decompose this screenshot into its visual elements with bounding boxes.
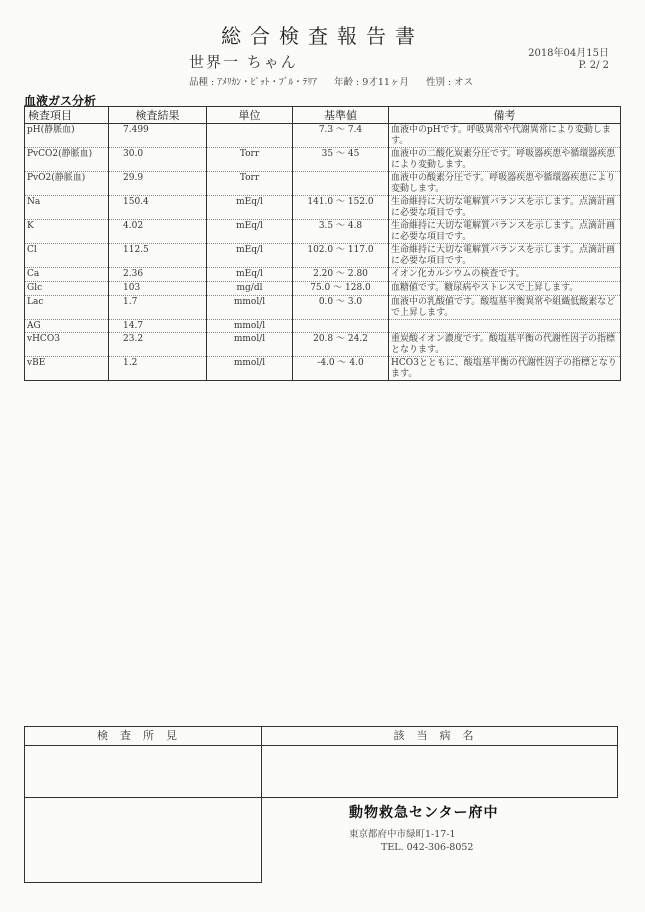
header-note: 備考 (389, 107, 621, 124)
row-unit: mmol/l (207, 357, 293, 381)
row-result: 150.4 (109, 196, 207, 220)
table-row (25, 196, 621, 220)
row-item: AG (25, 320, 109, 333)
table-row (25, 244, 621, 268)
clinic-tel: TEL. 042-306-8052 (381, 842, 474, 853)
row-unit: mEq/l (207, 268, 293, 282)
findings-box-extension (24, 796, 262, 883)
row-result: 112.5 (109, 244, 207, 268)
row-note: 血液中の二酸化炭素分圧です。呼吸器疾患や循環器疾患により変動します。 (389, 148, 621, 172)
patient-meta (189, 74, 487, 88)
section-title: 血液ガス分析 (24, 94, 97, 108)
row-item: vHCO3 (25, 333, 109, 357)
header-item: 検査項目 (25, 107, 109, 124)
diagnosis-label: 該当病名 (262, 727, 617, 746)
row-item: Lac (25, 296, 109, 320)
row-range: 141.0 〜 152.0 (293, 196, 389, 220)
row-range: -4.0 〜 4.0 (293, 357, 389, 381)
report-date: 2018年04月15日 (528, 48, 609, 59)
row-item: Cl (25, 244, 109, 268)
findings-label: 検査所見 (25, 727, 261, 746)
table-header-row (25, 107, 621, 124)
row-result: 103 (109, 282, 207, 296)
row-unit: mmol/l (207, 296, 293, 320)
page-number: P. 2/ 2 (578, 60, 609, 71)
row-item: Glc (25, 282, 109, 296)
row-result: 14.7 (109, 320, 207, 333)
table-row (25, 268, 621, 282)
row-unit: Torr (207, 172, 293, 196)
row-range (293, 320, 389, 333)
row-unit: mEq/l (207, 196, 293, 220)
row-note: 血糖値です。糖尿病やストレスで上昇します。 (389, 282, 621, 296)
row-result: 23.2 (109, 333, 207, 357)
row-unit: mg/dl (207, 282, 293, 296)
row-range: 2.20 〜 2.80 (293, 268, 389, 282)
row-result: 29.9 (109, 172, 207, 196)
row-result: 7.499 (109, 124, 207, 148)
table-row (25, 282, 621, 296)
row-note: 重炭酸イオン濃度です。酸塩基平衡の代謝性因子の指標となります。 (389, 333, 621, 357)
table-row (25, 333, 621, 357)
row-item: K (25, 220, 109, 244)
row-unit: mEq/l (207, 220, 293, 244)
row-item: pH(静脈血) (25, 124, 109, 148)
row-range: 75.0 〜 128.0 (293, 282, 389, 296)
row-unit: mEq/l (207, 244, 293, 268)
row-unit: mmol/l (207, 333, 293, 357)
clinic-name: 動物救急センター府中 (349, 805, 499, 821)
row-note: 生命維持に大切な電解質バランスを示します。点滴計画に必要な項目です。 (389, 220, 621, 244)
row-note: 生命維持に大切な電解質バランスを示します。点滴計画に必要な項目です。 (389, 244, 621, 268)
row-note: 血液中の酸素分圧です。呼吸器疾患や循環器疾患により変動します。 (389, 172, 621, 196)
row-item: Na (25, 196, 109, 220)
header-range: 基準値 (293, 107, 389, 124)
table-row (25, 172, 621, 196)
patient-sex: 性別 : オス (425, 77, 474, 88)
row-result: 1.7 (109, 296, 207, 320)
row-result: 2.36 (109, 268, 207, 282)
row-range: 3.5 〜 4.8 (293, 220, 389, 244)
row-range: 7.3 〜 7.4 (293, 124, 389, 148)
header-unit: 単位 (207, 107, 293, 124)
row-range (293, 172, 389, 196)
row-note: 血液中の乳酸値です。酸塩基平衡異常や組織低酸素などで上昇します。 (389, 296, 621, 320)
row-item: Ca (25, 268, 109, 282)
header-result: 検査結果 (109, 107, 207, 124)
row-unit: Torr (207, 148, 293, 172)
clinic-address: 東京都府中市緑町1-17-1 (349, 829, 456, 840)
table-row (25, 357, 621, 381)
row-range: 35 〜 45 (293, 148, 389, 172)
row-item: PvCO2(静脈血) (25, 148, 109, 172)
row-note: 生命維持に大切な電解質バランスを示します。点滴計画に必要な項目です。 (389, 196, 621, 220)
table-row (25, 220, 621, 244)
row-result: 4.02 (109, 220, 207, 244)
row-note: イオン化カルシウムの検査です。 (389, 268, 621, 282)
findings-diagnosis-box (24, 726, 618, 798)
row-note: HCO3とともに、酸塩基平衡の代謝性因子の指標となります。 (389, 357, 621, 381)
row-note: 血液中のpHです。呼吸異常や代謝異常により変動します。 (389, 124, 621, 148)
table-row (25, 124, 621, 148)
table-row (25, 320, 621, 333)
row-result: 30.0 (109, 148, 207, 172)
row-note (389, 320, 621, 333)
results-table (24, 106, 621, 381)
row-range: 0.0 〜 3.0 (293, 296, 389, 320)
report-title: 総合検査報告書 (221, 24, 424, 48)
table-row (25, 148, 621, 172)
row-range: 20.8 〜 24.2 (293, 333, 389, 357)
patient-name: 世界一 ちゃん (189, 53, 298, 71)
row-unit (207, 124, 293, 148)
row-item: vBE (25, 357, 109, 381)
row-unit: mmol/l (207, 320, 293, 333)
row-range: 102.0 〜 117.0 (293, 244, 389, 268)
row-result: 1.2 (109, 357, 207, 381)
row-item: PvO2(静脈血) (25, 172, 109, 196)
patient-age: 年齢 : 9才11ヶ月 (334, 77, 409, 88)
patient-breed: 品種 : ｱﾒﾘｶﾝ・ﾋﾟｯﾄ・ﾌﾞﾙ・ﾃﾘｱ (189, 77, 317, 88)
table-row (25, 296, 621, 320)
